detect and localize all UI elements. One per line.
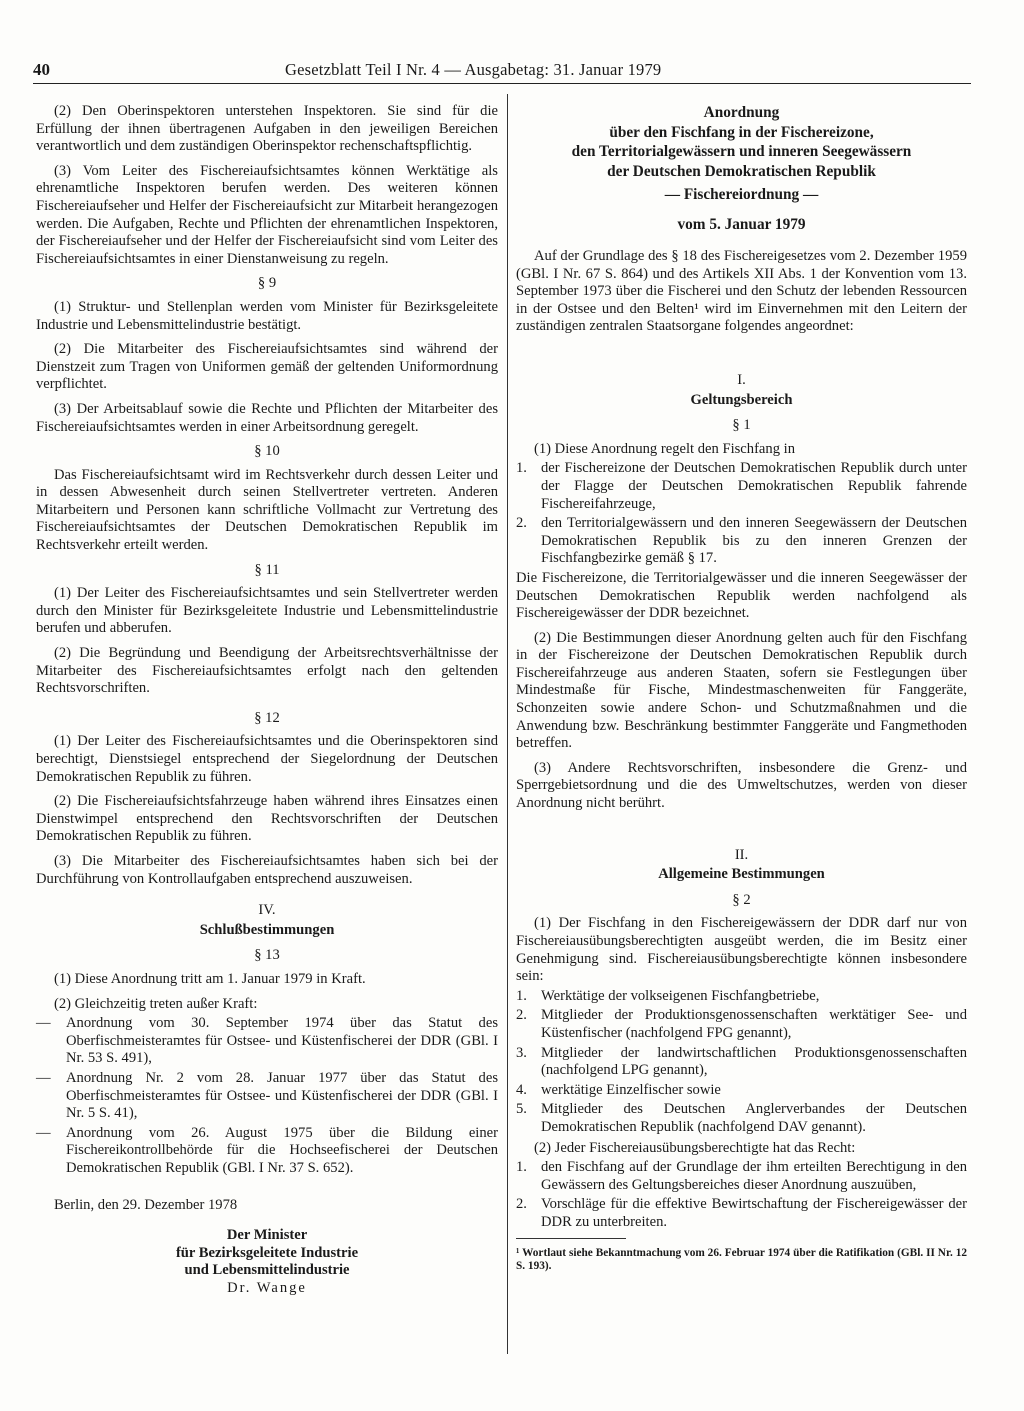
page-number: 40 [33,60,50,79]
section-heading: § 13 [254,947,280,964]
ordinance-title [516,103,967,234]
signature-line: und Lebensmittelindustrie [184,1262,350,1279]
list-number: 1. [516,460,527,477]
list-item-text: Mitglieder des Deutschen Anglerverbandes der Deutschen Demokratischen Republik (nachfolgend DAV genannt). [541,1101,967,1135]
list-item-text: werktätige Einzelfischer sowie [541,1081,721,1098]
list-number: 2. [516,1007,527,1024]
list-item-text: den Territorialgewässern und den inneren Seegewässern der Deutschen Demokratischen Republik bis zu den inneren Grenzen der Fischfangbezirke gemäß § 17. [541,515,967,567]
list-item [516,1007,967,1042]
chapter-title: Allgemeine Bestimmungen [658,866,825,883]
list-item [516,988,967,1006]
place-date: Berlin, den 29. Dezember 1978 [54,1197,238,1214]
section-heading: § 10 [254,443,280,460]
paragraph: (1) Der Leiter des Fischereiaufsichtsamtes und sein Stellvertreter werden durch den Minister für Bezirksgeleitete Industrie und Lebensmittelindustrie berufen und abberufen. [36,585,498,637]
paragraph: (2) Gleichzeitig treten außer Kraft: [54,995,258,1012]
paragraph: (3) Der Arbeitsablauf sowie die Rechte und Pflichten der Mitarbeiter des Fischereiaufsichtsamtes werden in einer Arbeitsordnung geregelt. [36,400,498,435]
title-date: vom 5. Januar 1979 [677,215,806,233]
list-item-text: Mitglieder der landwirtschaftlichen Produktionsgenossenschaften (nachfolgend LPG genannt), [541,1044,967,1079]
title-line: Anordnung [703,104,780,121]
list-item [516,1082,967,1100]
list-item-text: Werktätige der volkseigenen Fischfangbetriebe, [541,987,820,1004]
left-column [36,103,498,1297]
paragraph: (1) Diese Anordnung regelt den Fischfang in [534,440,796,457]
paragraph: (2) Jeder Fischereiausübungsberechtigte hat das Recht: [534,1139,856,1156]
paragraph: (2) Die Begründung und Beendigung der Arbeitsrechtsverhältnisse der Mitarbeiter des Fischereiaufsichtsamtes erfolgt nach den geltenden Rechtsvorschriften. [36,645,498,697]
list-item-text: der Fischereizone der Deutschen Demokratischen Republik durch unter der Flagge der Deutschen Demokratischen Republik fahrende Fischereifahrzeuge, [541,460,967,512]
paragraph: (1) Diese Anordnung tritt am 1. Januar 1979 in Kraft. [54,970,366,987]
list-item [516,1159,967,1194]
paragraph: Auf der Grundlage des § 18 des Fischereigesetzes vom 2. Dezember 1959 (GBl. I Nr. 67 S. 864) und des Artikels XII Abs. 1 der Konvention vom 13. September 1973 über die Fischerei und den Schutz der lebenden Ressourcen in der Ostsee und den Belten¹ wird im Einvernehmen mit den Leitern der zuständigen zentralen Staatsorgane folgendes angeordnet: [516,248,967,335]
dash-marker: — [36,1124,51,1141]
section-heading: § 9 [257,275,277,292]
section-heading: § 1 [732,417,751,434]
title-line: der Deutschen Demokratischen Republik [607,162,876,180]
section-heading: § 12 [254,709,280,726]
list-item [516,1045,967,1080]
list-item-text: Vorschläge für die effektive Bewirtschaftung der Fischereigewässer der DDR zu unterbreiten. [541,1196,967,1230]
list-item [36,1015,498,1068]
paragraph: (3) Andere Rechtsvorschriften, insbesondere die Grenz- und Sperrgebietsordnung und die des Umweltschutzes, werden von dieser Anordnung nicht berührt. [516,759,967,812]
paragraph: (2) Den Oberinspektoren unterstehen Inspektoren. Sie sind für die Erfüllung der ihnen übertragenen Aufgaben in den jeweiligen Bereichen verantwortlich und dem zuständigen Oberinspektor rechenschaftspflichtig. [36,103,498,155]
column-divider [507,94,508,1354]
signatory-name: Dr. Wange [227,1279,307,1296]
footnote-rule [516,1238,626,1239]
list-item [516,1196,967,1231]
paragraph: Das Fischereiaufsichtsamt wird im Rechtsverkehr durch dessen Leiter und in dessen Abwesenheit durch seinen Stellvertreter vertreten. Anderen Mitarbeitern und Personen kann schriftliche Vollmacht zur Vertretung des Fischereiaufsichtsamtes der Deutschen Demokratischen Republik im Rechtsverkehr erteilt werden. [36,466,498,554]
list-item-text: Anordnung vom 30. September 1974 über das Statut des Oberfischmeisteramtes für Ostsee- und Küstenfischerei der DDR (GBl. I Nr. 53 S. 491), [66,1015,498,1067]
list-number: 1. [516,987,527,1004]
paragraph: (2) Die Fischereiaufsichtsfahrzeuge haben während ihres Einsatzes einen Dienstwimpel entsprechend den Rechtsvorschriften der Deutschen Demokratischen Republik zu führen. [36,793,498,845]
header-rule [33,83,971,84]
running-title: Gesetzblatt Teil I Nr. 4 — Ausgabetag: 31. Januar 1979 [285,60,662,79]
title-line: — Fischereiordnung — [664,186,819,203]
section-heading: § 11 [254,561,280,578]
paragraph: (2) Die Mitarbeiter des Fischereiaufsichtsamtes sind während der Dienstzeit zum Tragen von Uniformen gemäß der geltenden Uniformordnung verpflichtet. [36,341,498,393]
list-item [36,1070,498,1123]
chapter-number: IV. [258,902,276,919]
title-line: über den Fischfang in der Fischereizone, [609,123,874,141]
list-item [516,1101,967,1136]
paragraph: (1) Struktur- und Stellenplan werden vom Minister für Bezirksgeleitete Industrie und Lebensmittelindustrie bestätigt. [36,298,498,333]
list-number: 4. [516,1081,527,1098]
chapter-number: II. [734,846,749,863]
list-number: 1. [516,1159,527,1176]
list-item-text: Mitglieder der Produktionsgenossenschaften werktätiger See- und Küstenfischer (nachfolgend FPG genannt), [541,1007,967,1041]
page-header [33,60,973,82]
signature-line: für Bezirksgeleitete Industrie [175,1244,359,1261]
title-line: den Territorialgewässern und inneren Seegewässern [571,143,912,160]
list-number: 3. [516,1044,527,1061]
list-item-text: den Fischfang auf der Grundlage der ihm erteilten Berechtigung in den Gewässern des Geltungsbereiches dieser Anordnung auszuüben, [541,1159,967,1193]
paragraph: (3) Die Mitarbeiter des Fischereiaufsichtsamtes haben sich bei der Durchführung von Kontrollaufgaben entsprechend auszuweisen. [36,852,498,887]
list-item-text: Anordnung Nr. 2 vom 28. Januar 1977 über das Statut des Oberfischmeisteramtes für Ostsee- und Küstenfischerei der DDR (GBl. I Nr. 5 S. 41), [66,1069,498,1122]
paragraph: (2) Die Bestimmungen dieser Anordnung gelten auch für den Fischfang in der Fischereizone der Deutschen Demokratischen Republik durch Fischereifahrzeuge aus anderen Staaten, sofern sie Festlegungen über Mindestmaße für Fische, Mindestmaschenweiten für Fanggeräte, Schonzeiten sowie andere Schon- und Schutzmaßnahmen und die Anwendung bzw. Beschränkung bestimmter Fanggeräte und Fangmethoden betreffen. [516,629,967,752]
footnote: ¹ Wortlaut siehe Bekanntmachung vom 26. Februar 1974 über die Ratifikation (GBl. II Nr. 12 S. 193). [516,1246,967,1272]
right-column [516,103,967,1274]
chapter-title: Schlußbestimmungen [199,921,335,938]
section-heading: § 2 [732,891,751,908]
paragraph: (1) Der Leiter des Fischereiaufsichtsamtes und die Oberinspektoren sind berechtigt, Dienstsiegel entsprechend der Siegelordnung der Deutschen Demokratischen Republik zu führen. [36,733,498,785]
list-item-text: Anordnung vom 26. August 1975 über die Bildung einer Fischereikontrollbehörde für die Hochseefischerei der Deutschen Demokratischen Republik (GBl. I Nr. 37 S. 652). [66,1124,498,1176]
dash-marker: — [36,1015,51,1032]
paragraph: (1) Der Fischfang in den Fischereigewässern der DDR darf nur von Fischereiausübungsberechtigten ausgeübt werden, die im Besitz einer Genehmigung sind. Fischereiausübungsberechtigte können insbesondere sein: [516,915,967,985]
signature-block [36,1227,498,1297]
dash-marker: — [36,1069,51,1086]
list-number: 5. [516,1101,527,1118]
list-item [36,1125,498,1178]
signature-line: Der Minister [226,1227,308,1244]
list-item [516,460,967,513]
list-number: 2. [516,515,527,532]
paragraph: (3) Vom Leiter des Fischereiaufsichtsamtes können Werktätige als ehrenamtliche Inspektoren berufen werden. Des weiteren können Fischereiaufseher und Helfer der Fischereiaufsicht zur Mitarbeit herangezogen werden. Die Aufgaben, Rechte und Pflichten der ehrenamtlichen Inspektoren, der Fischereiaufseher und der Helfer der Fischereiaufsicht sind vom Leiter des Fischereiaufsichtsamtes in einer Dienstanweisung zu regeln. [36,162,498,267]
paragraph: Die Fischereizone, die Territorialgewässer und die inneren Seegewässer der Deutschen Demokratischen Republik werden nachfolgend als Fischereigewässer der DDR bezeichnet. [516,569,967,622]
chapter-number: I. [737,371,746,388]
chapter-title: Geltungsbereich [690,391,793,408]
list-item [516,515,967,568]
list-number: 2. [516,1196,527,1213]
